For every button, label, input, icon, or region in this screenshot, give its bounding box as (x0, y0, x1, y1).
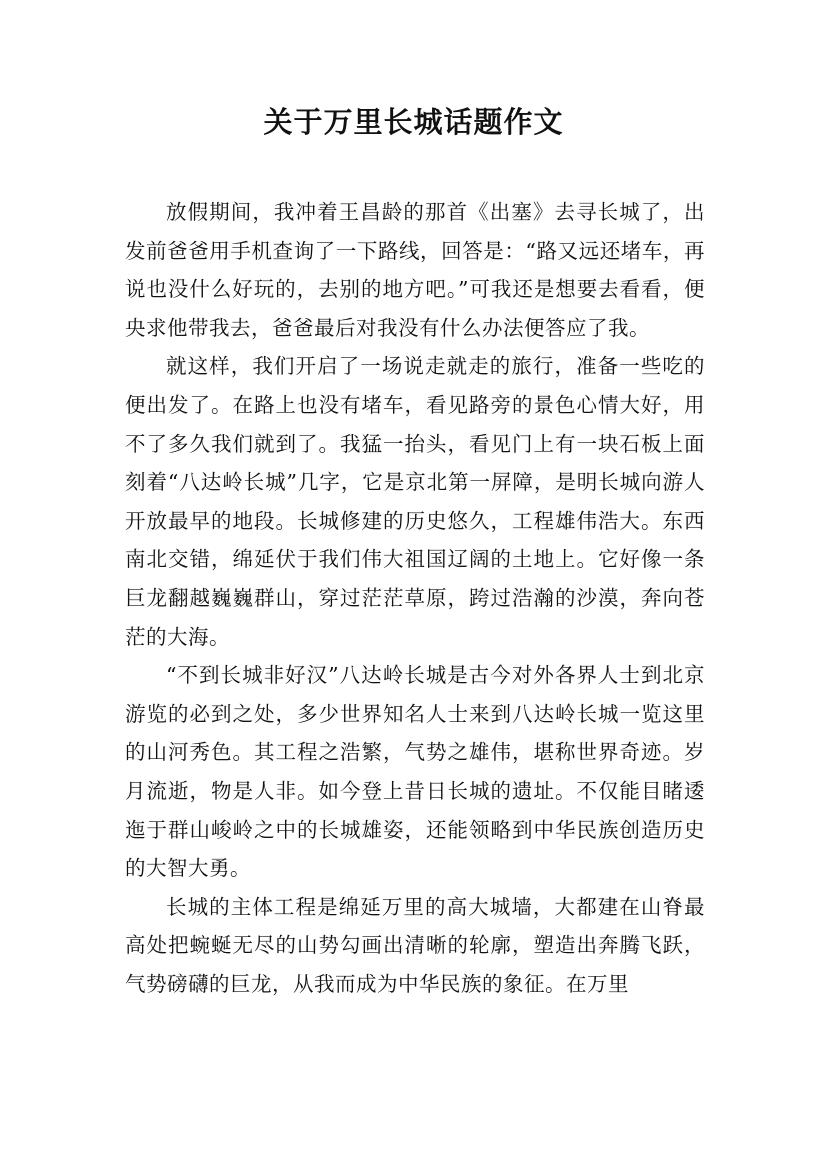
document-title: 关于万里长城话题作文 (263, 105, 564, 139)
paragraph-4: 长城的主体工程是绵延万里的高大城墙，大都建在山脊最高处把蜿蜒无尽的山势勾画出清晰的轮廓，塑造出奔腾飞跃，气势磅礴的巨龙，从我而成为中华民族的象征。在万里 (125, 894, 705, 996)
document-body (125, 193, 705, 1003)
paragraph-2: 就这样，我们开启了一场说走就走的旅行，准备一些吃的便出发了。在路上也没有堵车，看见路旁的景色心情大好，用不了多久我们就到了。我猛一抬头，看见门上有一块石板上面刻着“八达岭长城”几字，它是京北第一屏障，是明长城向游人开放最早的地段。长城修建的历史悠久，工程雄伟浩大。东西南北交错，绵延伏于我们伟大祖国辽阔的土地上。它好像一条巨龙翻越巍巍群山，穿过茫茫草原，跨过浩瀚的沙漠，奔向苍茫的大海。 (125, 354, 705, 649)
paragraph-3: “不到长城非好汉”八达岭长城是古今对外各界人士到北京游览的必到之处，多少世界知名人士来到八达岭长城一览这里的山河秀色。其工程之浩繁，气势之雄伟，堪称世界奇迹。岁月流逝，物是人非。如今登上昔日长城的遗址。不仅能目睹逶迤于群山峻岭之中的长城雄姿，还能领略到中华民族创造历史的大智大勇。 (125, 663, 705, 881)
paragraph-1: 放假期间，我冲着王昌龄的那首《出塞》去寻长城了，出发前爸爸用手机查询了一下路线，回答是：“路又远还堵车，再说也没什么好玩的，去别的地方吧。”可我还是想要去看看，便央求他带我去，爸爸最后对我没有什么办法便答应了我。 (125, 200, 705, 340)
